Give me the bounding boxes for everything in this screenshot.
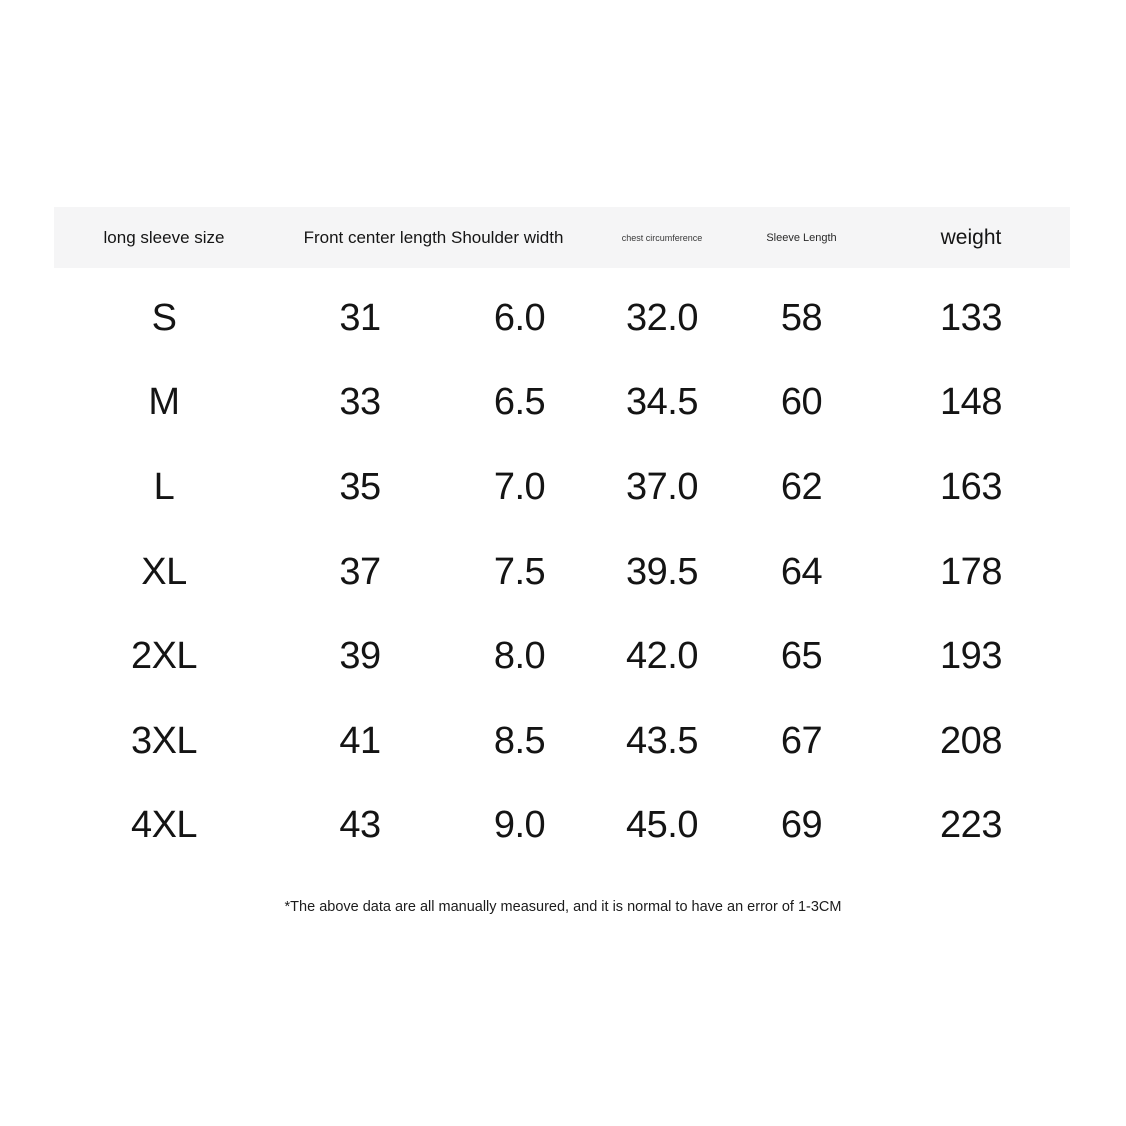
size-label: M xyxy=(148,381,180,424)
shoulder-width: 6.5 xyxy=(493,381,546,424)
weight-value: 148 xyxy=(940,381,1002,424)
sleeve-length: 62 xyxy=(780,465,823,508)
front-center-length: 39 xyxy=(339,635,381,678)
header-size-column: long sleeve size xyxy=(103,227,225,247)
table-row-3xl xyxy=(54,699,1070,784)
shoulder-width: 6.0 xyxy=(493,296,546,339)
weight-value: 208 xyxy=(940,719,1002,762)
shoulder-width: 7.5 xyxy=(493,550,546,593)
measurement-disclaimer: *The above data are all manually measured, and it is normal to have an error of 1-3CM xyxy=(284,899,842,915)
weight-value: 223 xyxy=(940,804,1002,847)
table-row-m xyxy=(54,361,1070,446)
size-label: S xyxy=(151,296,177,339)
table-row-4xl xyxy=(54,784,1070,869)
chest-circumference: 45.0 xyxy=(626,804,698,847)
chest-circumference: 43.5 xyxy=(626,719,698,762)
front-center-length: 35 xyxy=(339,465,381,508)
weight-value: 133 xyxy=(940,296,1002,339)
chest-circumference: 42.0 xyxy=(626,635,698,678)
shoulder-width: 9.0 xyxy=(493,804,546,847)
header-chest-column: chest circumference xyxy=(621,232,703,243)
sleeve-length: 60 xyxy=(780,381,823,424)
sleeve-length: 58 xyxy=(780,296,823,339)
size-table-body xyxy=(54,268,1070,868)
table-row-xl xyxy=(54,530,1070,615)
sleeve-length: 69 xyxy=(780,804,823,847)
chest-circumference: 37.0 xyxy=(626,465,698,508)
size-table xyxy=(54,207,1070,868)
size-label: 4XL xyxy=(130,804,198,847)
sleeve-length: 67 xyxy=(780,719,823,762)
chest-circumference: 32.0 xyxy=(626,296,698,339)
table-row-s xyxy=(54,276,1070,361)
table-row-l xyxy=(54,445,1070,530)
shoulder-width: 7.0 xyxy=(493,465,546,508)
table-row-2xl xyxy=(54,614,1070,699)
header-front-shoulder-column: Front center length Shoulder width xyxy=(303,227,564,247)
size-label: 3XL xyxy=(130,719,198,762)
chest-circumference: 34.5 xyxy=(626,381,698,424)
front-center-length: 43 xyxy=(339,804,381,847)
weight-value: 193 xyxy=(940,635,1002,678)
size-label: XL xyxy=(141,550,187,593)
header-sleeve-column: Sleeve Length xyxy=(766,231,837,244)
weight-value: 178 xyxy=(940,550,1002,593)
size-table-header-row xyxy=(54,207,1070,268)
size-label: L xyxy=(153,465,175,508)
front-center-length: 41 xyxy=(339,719,381,762)
front-center-length: 33 xyxy=(339,381,381,424)
sleeve-length: 64 xyxy=(780,550,823,593)
shoulder-width: 8.0 xyxy=(493,635,546,678)
chest-circumference: 39.5 xyxy=(626,550,698,593)
shoulder-width: 8.5 xyxy=(493,719,546,762)
size-label: 2XL xyxy=(130,635,198,678)
sleeve-length: 65 xyxy=(780,635,823,678)
front-center-length: 31 xyxy=(339,296,381,339)
weight-value: 163 xyxy=(940,465,1002,508)
front-center-length: 37 xyxy=(339,550,381,593)
header-weight-column: weight xyxy=(940,225,1002,249)
